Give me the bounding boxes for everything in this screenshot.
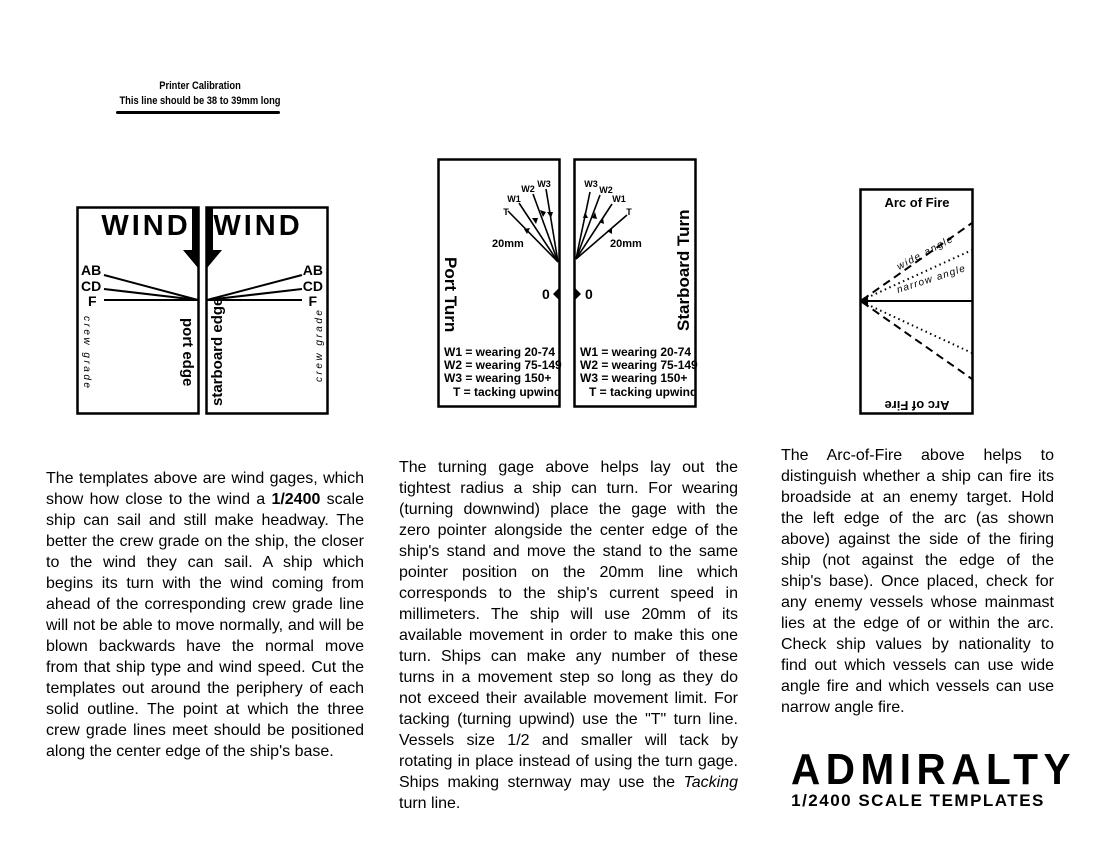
arc-of-fire-description: The Arc-of-Fire above helps to distinguish whether a ship can fire its broadside at an enemy target. Hold the left edge of the arc (as shown above) against the side of the firing ship (not against the edge of the ship's base). Once placed, check for any enemy vessels whose mainmast lies at the edge of or within the arc. Check ship values by nationality to find out which vessels can use wide angle fire and which vessels can use narrow angle fire. [781, 447, 1054, 716]
legend-w3: W3 = wearing 150+ [580, 371, 688, 385]
legend-w2: W2 = wearing 75-149 [580, 358, 698, 372]
wide-angle-label: wide angle [895, 233, 956, 273]
turn-label-w3: W3 [537, 179, 551, 189]
turn-pointer-t [607, 228, 612, 234]
wind-text-post: scale ship can sail and still make headway. The better the crew grade on the ship, the closer to the wind they can sail. A ship which begins its turn with the wind coming from ahead of the corresponding crew grade line will not be able to move normally, and will be blown backwards have the normal move from that ship type and wind speed. Cut the templates out around the periphery of each solid outline. The point at which the three crew grade lines meet should be positioned along the center edge of the ship's base. [46, 491, 365, 760]
turn-text-italic: Tacking [683, 774, 738, 791]
turn-gage-title: Port Turn [441, 257, 460, 333]
turn-line-w2 [533, 194, 558, 262]
grade-label-f: F [88, 293, 97, 309]
zero-label: 0 [542, 286, 550, 302]
wind-text-scale: 1/2400 [271, 491, 321, 508]
narrow-angle-line-lower [862, 302, 972, 353]
legend-t: T = tacking upwind [453, 385, 562, 399]
turn-line-w1 [519, 203, 558, 262]
wind-gage-starboard-heading: WIND [213, 210, 303, 242]
crew-grade-label: crew grade [314, 307, 325, 382]
grade-label-f: F [308, 293, 317, 309]
turn-label-w2: W2 [521, 184, 535, 194]
port-edge-label: port edge [179, 318, 196, 387]
calibration-title: Printer Calibration [159, 80, 241, 92]
turn-gage-port [439, 160, 563, 407]
legend-w1: W1 = wearing 20-74 [580, 345, 692, 359]
legend-w3: W3 = wearing 150+ [444, 371, 552, 385]
legend-t: T = tacking upwind [589, 385, 698, 399]
wind-text-pre: The templates above are wind gages, which show how close to the wind a [46, 470, 364, 508]
grade-label-ab: AB [81, 262, 102, 278]
grade-label-cd: CD [81, 278, 102, 294]
turn-label-t: T [626, 207, 632, 217]
turn-label-w3: W3 [584, 179, 598, 189]
turn-label-w2: W2 [599, 185, 613, 195]
distance-label: 20mm [492, 238, 524, 250]
narrow-angle-label: narrow angle [895, 263, 968, 296]
turn-gage-description [399, 457, 738, 814]
zero-pointer-icon [553, 288, 559, 300]
turn-text-pre: The turning gage above helps lay out the tightest radius a ship can turn. For wearing (turning downwind) place the gage with the zero pointer alongside the center edge of the ship's stand and move the stand to the same pointer position on the 20mm line which corresponds to the ship's current speed in millimeters. The ship will use 20mm of its available movement in order to make this one turn. Ships can make any number of these turns in a movement step so long as they do not exceed their available movement limit. For tacking (turning upwind) use the "T" turn line. Vessels size 1/2 and smaller will tack by rotating in place instead of using the turn gage. Ships making sternway may use the [399, 459, 738, 791]
wind-gage-starboard [207, 208, 328, 414]
turn-gage-title: Starboard Turn [674, 209, 693, 331]
admiralty-logo [780, 745, 1077, 810]
wind-gage-port [78, 208, 199, 414]
turn-label-w1: W1 [612, 194, 626, 204]
arc-of-fire-template [861, 190, 973, 414]
wind-gage-port-heading: WIND [101, 210, 191, 242]
turn-label-w1: W1 [507, 194, 521, 204]
legend-w1: W1 = wearing 20-74 [444, 345, 556, 359]
calibration-subtitle: This line should be 38 to 39mm long [119, 95, 281, 107]
starboard-edge-label: starboard edge [209, 297, 226, 406]
zero-label: 0 [585, 286, 593, 302]
grade-label-cd: CD [302, 278, 323, 294]
turn-text-post: turn line. [399, 795, 461, 812]
arc-title: Arc of Fire [884, 195, 950, 210]
crew-grade-label: crew grade [81, 316, 92, 391]
wide-angle-line-lower [862, 302, 972, 379]
turn-gage-starboard [575, 160, 699, 407]
logo-subtitle: 1/2400 SCALE TEMPLATES [791, 791, 1045, 810]
grade-line-ab [207, 275, 302, 300]
distance-label: 20mm [610, 238, 642, 250]
turn-label-t: T [503, 207, 509, 217]
logo-title: ADMIRALTY [791, 745, 1077, 794]
grade-line-ab [104, 275, 198, 300]
grade-line-cd [104, 289, 198, 300]
zero-pointer-icon [575, 288, 581, 300]
grade-label-ab: AB [302, 262, 323, 278]
legend-w2: W2 = wearing 75-149 [444, 358, 562, 372]
arc-title-inverted: Arc of Fire [884, 398, 950, 413]
wind-gage-description [46, 468, 364, 762]
